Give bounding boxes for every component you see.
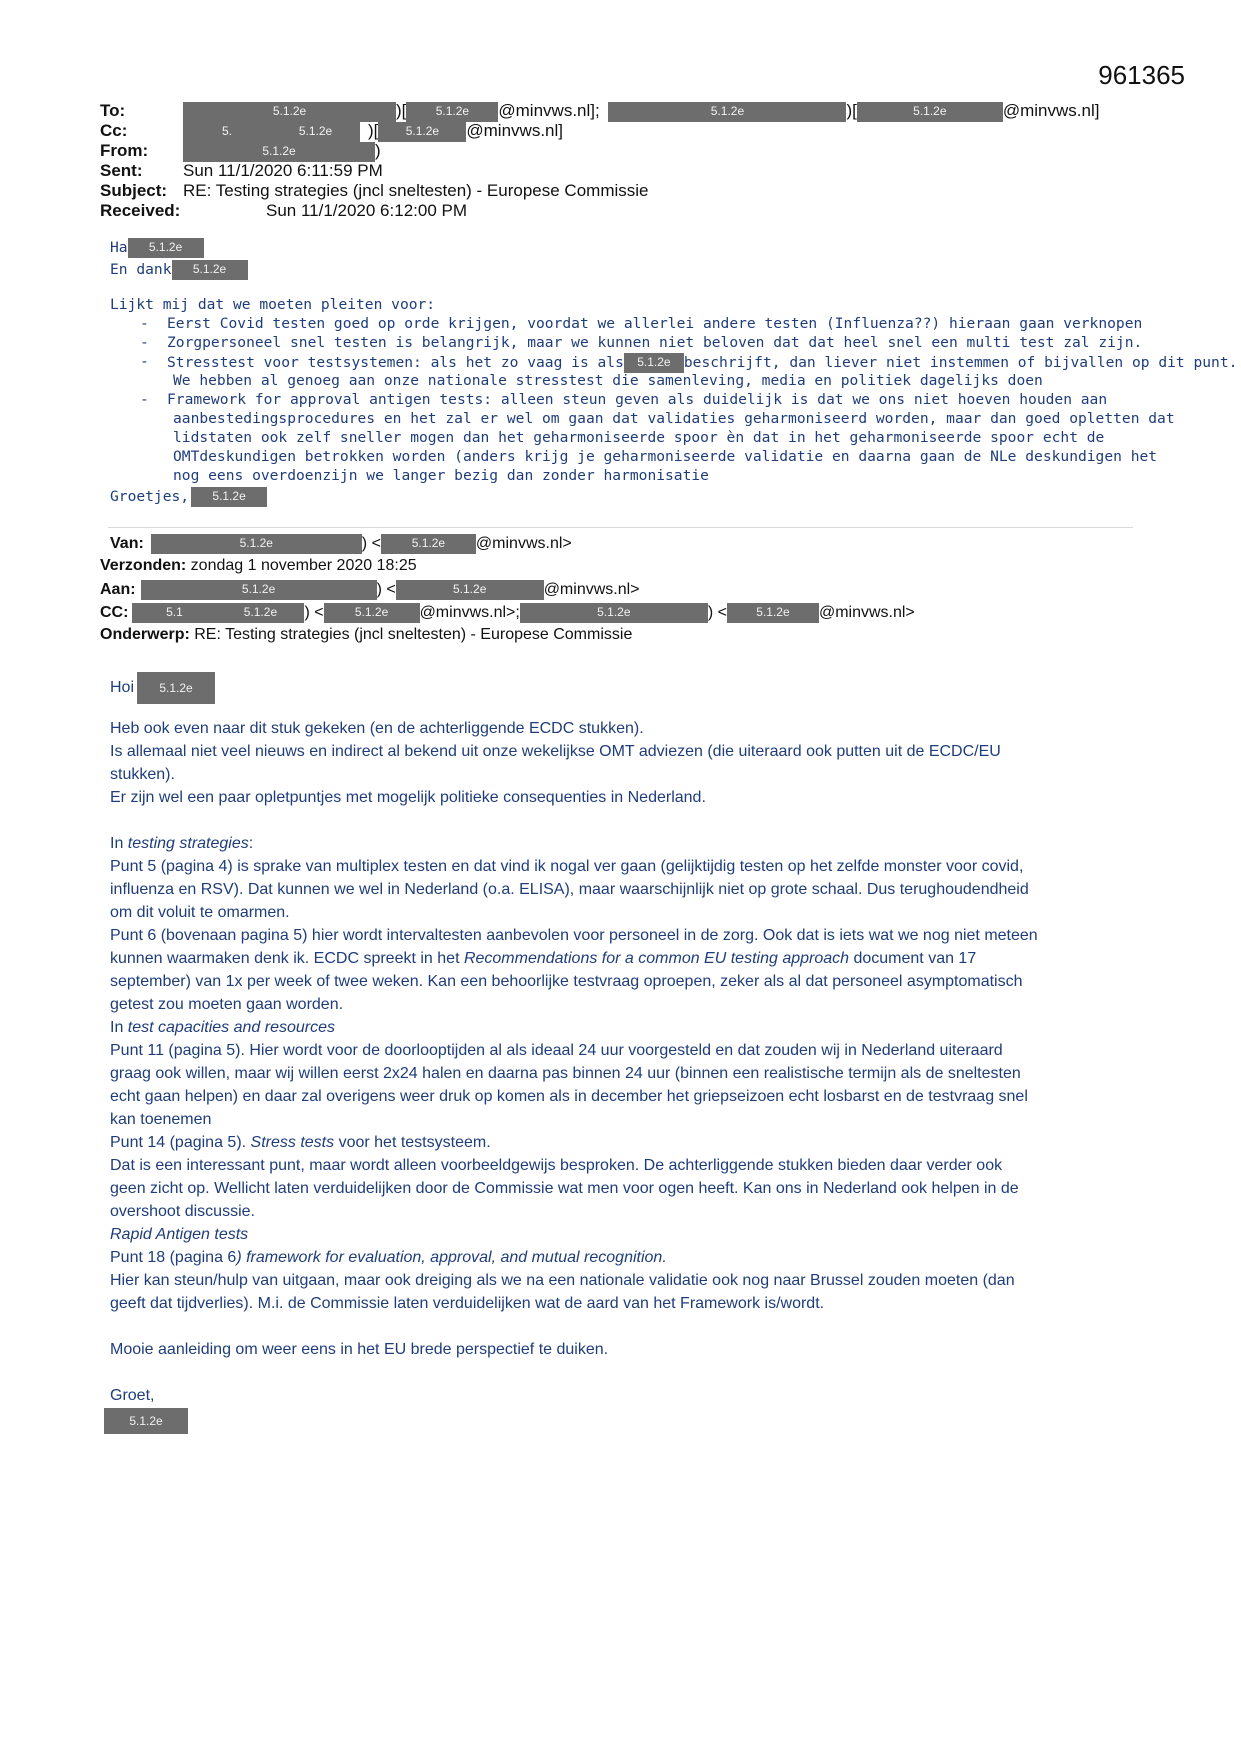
signature-redaction: [104, 1408, 188, 1434]
reply-bullet-1: Eerst Covid testen goed op orde krijgen, voordat we allerlei andere testen (Influenza??) hieraan gaan verknopen: [167, 315, 1143, 332]
para-end: Mooie aanleiding om weer eens in het EU brede perspectief te duiken.: [110, 1341, 609, 1358]
sent-row: [100, 161, 383, 181]
van-row: Van: 5.1.2e ) < 5.1.2e @minvws.nl>: [110, 535, 572, 553]
sent-label: Sent:: [100, 161, 143, 180]
redaction-box: 5.1.2e: [271, 122, 360, 142]
redaction-box: 5.1.2e: [381, 534, 476, 554]
para-3: Er zijn wel een paar opletpuntjes met mogelijk politieke consequenties in Nederland.: [110, 789, 706, 806]
cc-forward-row: CC: 5.1 5.1.2e ) < 5.1.2e @minvws.nl>; 5.1.2e ) < 5.1.2e @minvws.nl>: [100, 604, 915, 622]
punt-18: Punt 18 (pagina 6) framework for evaluation, approval, and mutual recognition.: [110, 1249, 667, 1266]
original-closing: Groet,: [110, 1387, 155, 1404]
received-label: Received:: [100, 201, 181, 220]
punt-6-line: kunnen waarmaken denk ik. ECDC spreekt in het Recommendations for a common EU testing approach document van 17: [110, 950, 977, 967]
cc-row: Cc: 5. 5.1.2e )[ 5.1.2e @minvws.nl]: [100, 121, 563, 140]
verzonden-row: Verzonden: zondag 1 november 2020 18:25: [100, 557, 417, 574]
to-address: @minvws.nl]: [1002, 101, 1100, 120]
redaction-box: 5.1.2e: [151, 534, 362, 554]
section-testing-strategies: In testing strategies:: [110, 835, 254, 852]
cc-label: Cc:: [100, 121, 128, 140]
received-row: [100, 201, 467, 221]
punt-14: Punt 14 (pagina 5). Stress tests voor het testsysteem.: [110, 1134, 491, 1151]
aan-row: Aan: 5.1.2e ) < 5.1.2e @minvws.nl>: [100, 581, 640, 599]
subject-row: [100, 181, 648, 201]
punt-6-line: getest zou moeten gaan worden.: [110, 996, 344, 1013]
section-rapid-antigen: Rapid Antigen tests: [110, 1226, 249, 1243]
punt-5-line: influenza en RSV). Dat kunnen we wel in Nederland (o.a. ELISA), maar waarschijnlijk niet op grote schaal. Dus terughoudendheid: [110, 881, 1029, 898]
reply-bullet-2: Zorgpersoneel snel testen is belangrijk, maar we kunnen niet beloven dat dat heel snel een multi test zal zijn.: [167, 334, 1143, 351]
bullet-dash: -: [140, 334, 149, 351]
from-label: From:: [100, 141, 149, 160]
redaction-box: 5.1: [132, 603, 216, 623]
bullet-dash: -: [140, 353, 149, 370]
redaction-box: 5.1.2e: [216, 603, 304, 623]
redaction-box: 5.1.2e: [727, 603, 819, 623]
punt-11-line: kan toenemen: [110, 1111, 212, 1128]
punt-18-para: Hier kan steun/hulp van uitgaan, maar ook dreiging als we na een nationale validatie ook nog naar Brussel zouden moeten (dan: [110, 1272, 1015, 1289]
reply-intro: Lijkt mij dat we moeten pleiten voor:: [110, 296, 436, 313]
punt-11-line: graag ook willen, maar wij willen eerst 2x24 halen en daarna pas binnen 24 uur (binnen een realistische termijn als de sneltesten: [110, 1065, 1021, 1082]
redaction-box: 5.1.2e: [183, 102, 396, 122]
from-row: From: 5.1.2e ): [100, 141, 381, 160]
document-number: 961365: [1098, 60, 1185, 90]
reply-thanks: En dank 5.1.2e: [110, 260, 248, 280]
cc-address: @minvws.nl]: [466, 121, 563, 140]
subject-value: RE: Testing strategies (jncl sneltesten) - Europese Commissie: [183, 181, 649, 200]
redaction-box: 5.1.2e: [406, 102, 498, 122]
para-2-line: stukken).: [110, 766, 175, 783]
bullet-dash: -: [140, 315, 149, 332]
redaction-box: 5.1.2e: [624, 353, 684, 373]
punt-6: Punt 6 (bovenaan pagina 5) hier wordt intervaltesten aanbevolen voor personeel in de zorg. Ook dat is iets wat we nog niet meteen: [110, 927, 1038, 944]
redaction-box: 5.1.2e: [396, 580, 544, 600]
redaction-box: 5.1.2e: [141, 580, 377, 600]
original-greeting: Hoi 5.1.2e: [110, 672, 215, 704]
redaction-box: 5.1.2e: [137, 672, 215, 704]
redaction-box: 5.1.2e: [104, 1408, 188, 1434]
to-address: @minvws.nl];: [498, 101, 600, 120]
redaction-box: 5.: [183, 122, 271, 142]
redaction-box: 5.1.2e: [520, 603, 708, 623]
redaction-box: 5.1.2e: [608, 102, 846, 122]
subject-label: Subject:: [100, 181, 168, 200]
punt-11: Punt 11 (pagina 5). Hier wordt voor de doorlooptijden al als ideaal 24 uur voorgesteld en dat zouden wij in Nederland uiteraard: [110, 1042, 1003, 1059]
reply-bullet-3: Stresstest voor testsystemen: als het zo vaag is als 5.1.2e beschrijft, dan liever niet instemmen of bijvallen op dit punt.: [167, 354, 1238, 371]
sent-value: Sun 11/1/2020 6:11:59 PM: [183, 161, 383, 180]
to-row: To: 5.1.2e )[ 5.1.2e @minvws.nl]; 5.1.2e )[ 5.1.2e @minvws.nl]: [100, 101, 1100, 120]
redaction-box: 5.1.2e: [857, 102, 1003, 122]
punt-5: Punt 5 (pagina 4) is sprake van multiplex testen en dat vind ik nogal ver gaan (gelijktijdig testen op het zelfde monster voor covid,: [110, 858, 1024, 875]
redaction-box: 5.1.2e: [128, 238, 204, 258]
punt-14-para-line: geen zicht op. Wellicht laten verduidelijken door de Commissie wat men voor ogen heeft. Kan ons in Nederland ook helpen in de: [110, 1180, 1019, 1197]
separator-line: [108, 527, 1133, 528]
reply-bullet-4-line: lidstaten ook zelf sneller mogen dan het geharmoniseerde spoor èn dat in het geharmoniseerde spoor echt de: [173, 429, 1105, 446]
redaction-box: 5.1.2e: [183, 142, 375, 162]
reply-bullet-4-line: aanbestedingsprocedures en het zal er wel om gaan dat validaties geharmoniseerd worden, maar dan goed opletten dat: [173, 410, 1175, 427]
redaction-box: 5.1.2e: [378, 122, 466, 142]
punt-6-line: september) van 1x per week of twee weken. Kan een behoorlijke testvraag oproepen, zeker als al dat personeel asymptomatisch: [110, 973, 1023, 990]
redaction-box: 5.1.2e: [191, 487, 267, 507]
to-label: To:: [100, 101, 126, 120]
punt-14-para: Dat is een interessant punt, maar wordt alleen voorbeeldgewijs besproken. De achterliggende stukken bieden daar verder ook: [110, 1157, 1003, 1174]
reply-bullet-3-cont: We hebben al genoeg aan onze nationale stresstest die samenleving, media en politiek dagelijks doen: [173, 372, 1043, 389]
reply-bullet-4-line: OMTdeskundigen betrokken worden (anders krijg je geharmoniseerde validatie en daarna gaan de NLe deskundigen het: [173, 448, 1158, 465]
received-value: Sun 11/1/2020 6:12:00 PM: [266, 201, 468, 220]
para-1: Heb ook even naar dit stuk gekeken (en de achterliggende ECDC stukken).: [110, 720, 644, 737]
punt-18-para-line: geeft dat tijdverlies). M.i. de Commissie laten verduidelijken wat de aard van het Framework is/wordt.: [110, 1295, 825, 1312]
bullet-dash: -: [140, 391, 149, 408]
para-2: Is allemaal niet veel nieuws en indirect al bekend uit onze wekelijkse OMT adviezen (die uiteraard ook putten uit de ECDC/EU: [110, 743, 1001, 760]
reply-bullet-4: Framework for approval antigen tests: alleen steun geven als duidelijk is dat we ons niet hoeven houden aan: [167, 391, 1108, 408]
section-test-capacities: In test capacities and resources: [110, 1019, 336, 1036]
punt-5-line: om dit voluit te omarmen.: [110, 904, 290, 921]
reply-closing: Groetjes, 5.1.2e: [110, 487, 267, 507]
reply-bullet-4-line: nog eens overdoenzijn we langer bezig dan zonder harmonisatie: [173, 467, 709, 484]
punt-11-line: echt gaan helpen) en daar zal overigens weer druk op komen als in december het griepseizoen echt losbarst en de testvraag snel: [110, 1088, 1028, 1105]
redaction-box: 5.1.2e: [324, 603, 420, 623]
redaction-box: 5.1.2e: [172, 260, 248, 280]
onderwerp-row: Onderwerp: RE: Testing strategies (jncl sneltesten) - Europese Commissie: [100, 626, 633, 643]
reply-greeting: Ha 5.1.2e: [110, 238, 204, 258]
punt-14-para-line: overshoot discussie.: [110, 1203, 255, 1220]
